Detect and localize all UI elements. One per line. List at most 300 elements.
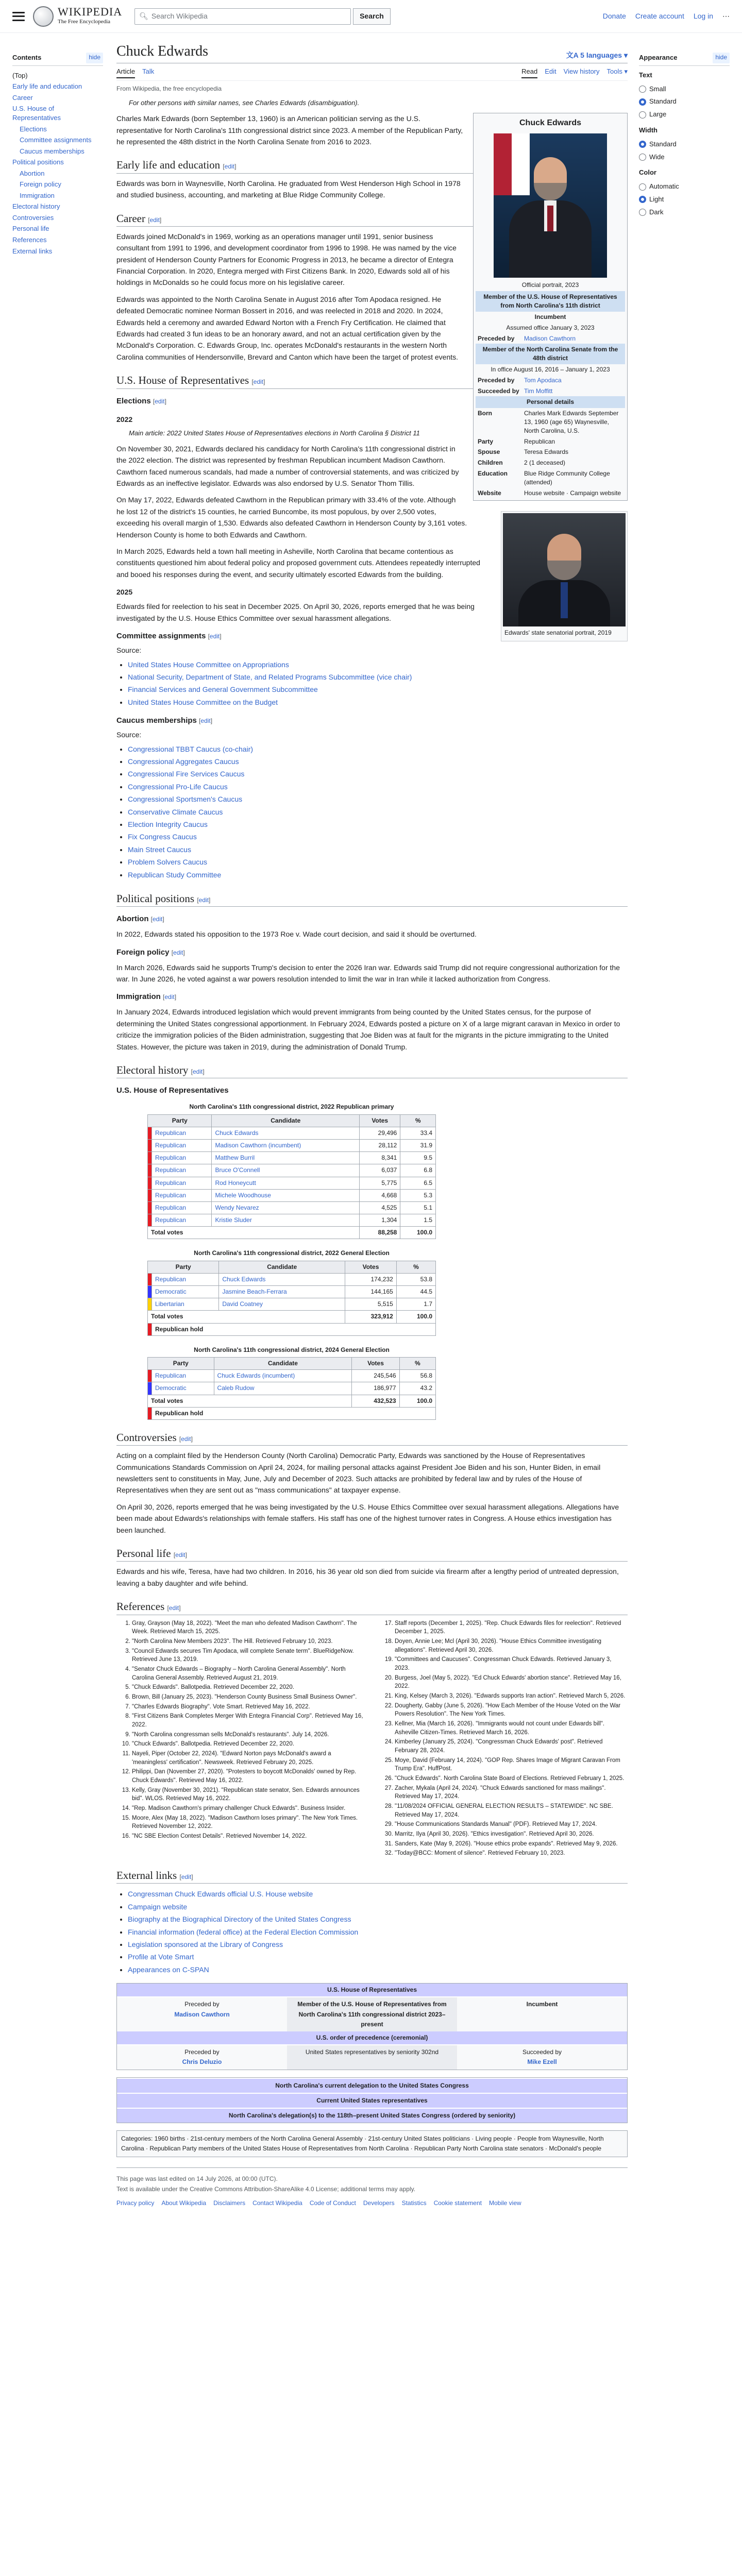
toc-item[interactable] (12, 190, 103, 201)
hold-row (148, 1407, 436, 1419)
page-title: Chuck Edwards (116, 43, 209, 59)
toc-link[interactable]: Immigration (20, 191, 55, 199)
controversies-text-1: Acting on a complaint filed by the Henderson County (North Carolina) Democratic Party, Edwards was sanctioned by the House of Representatives Communications Standards Commission on April 24, 2024, for mailing personal attacks against President Joe Biden and his son, Hunter Biden, in email newsletters sent to constituents in May, June, July and December of 2023. Such attacks are prohibited by federal law and by rules of the House of Representatives when they are sent out as "mass communications" at taxpayer expense. (116, 1451, 601, 1495)
pct-cell: 6.8 (400, 1164, 436, 1177)
toc-link[interactable]: (Top) (12, 71, 28, 79)
succession-current: Member of the U.S. House of Representatives from North Carolina's 11th congressional district 2023–present (287, 1997, 457, 2031)
navbox-group (116, 2077, 628, 2124)
toc-item[interactable] (12, 134, 103, 146)
succession-box (116, 1983, 628, 2070)
section-career: Career [edit] (116, 211, 628, 227)
reference-item: 11. Nayeli, Piper (October 22, 2024). "Edward Norton pays McDonald's award a 'meaningless' certification". Newsweek. Retrieved February 20, 2025. (132, 1750, 365, 1767)
committee-link[interactable]: Financial Services and General Government Subcommittee (128, 685, 318, 694)
party-cell[interactable]: Republican (152, 1189, 212, 1201)
footer-link[interactable]: Code of Conduct (309, 2199, 356, 2207)
party-cell[interactable]: Republican (152, 1370, 214, 1382)
reference-item: 8. "First Citizens Bank Completes Merger With Entegra Financial Corp". Retrieved May 16, 2022. (132, 1712, 365, 1729)
article-body (103, 33, 639, 2229)
appearance-option[interactable] (639, 180, 730, 193)
toc-item[interactable] (12, 179, 103, 190)
party-cell[interactable]: Republican (152, 1214, 212, 1227)
candidate-cell[interactable]: Bruce O'Connell (212, 1164, 360, 1177)
party-swatch (148, 1298, 152, 1311)
toc-item[interactable] (12, 223, 103, 234)
reference-item: 27. Zacher, Mykala (April 24, 2024). "Chuck Edwards sanctioned for mass mailings". Retrieved May 17, 2024. (395, 1784, 628, 1801)
wikipedia-logo[interactable] (33, 6, 122, 27)
caucus-link[interactable]: Congressional Pro-Life Caucus (128, 782, 228, 791)
infobox-row (476, 468, 625, 488)
footer-link[interactable]: Statistics (401, 2199, 427, 2207)
abortion-text: In 2022, Edwards stated his opposition to the 1973 Roe v. Wade court decision, and said it should be overturned. (116, 930, 477, 939)
party-swatch (148, 1152, 152, 1164)
candidate-cell[interactable]: Chuck Edwards (incumbent) (214, 1370, 352, 1382)
official-portrait[interactable] (494, 133, 607, 278)
infobox-key: Education (478, 469, 508, 477)
caucus-link[interactable]: Main Street Caucus (128, 845, 191, 854)
toc-link[interactable]: Political positions (12, 158, 64, 166)
option-label: Standard (649, 97, 677, 106)
infobox-key: Website (478, 489, 501, 497)
appearance-option[interactable] (639, 95, 730, 108)
appearance-option[interactable] (639, 151, 730, 164)
external-link[interactable]: Appearances on C-SPAN (128, 1965, 209, 1974)
personal-life-text: Edwards and his wife, Teresa, have had two children. In 2016, his 36 year old son died from suicide via firearm after a lengthy period of untreated depression, leaving a baby daughter and wife behind. (116, 1567, 619, 1587)
option-label: Large (649, 110, 667, 118)
infobox-office: Member of the U.S. House of Representatives from North Carolina's 11th district (476, 291, 625, 312)
toc-item[interactable] (12, 81, 103, 92)
succession-next: Incumbent (457, 1997, 627, 2031)
personal-details-header: Personal details (476, 396, 625, 408)
reference-item: 29. "House Communications Standards Manual" (PDF). Retrieved May 17, 2024. (395, 1820, 628, 1829)
reference-item: 9. "North Carolina congressman sells McDonald's restaurants". July 14, 2026. (132, 1731, 365, 1739)
external-link[interactable]: Congressman Chuck Edwards official U.S. House website (128, 1890, 313, 1899)
radio-button[interactable] (639, 111, 646, 118)
infobox-key: Children (478, 459, 503, 467)
precedence-prev-label: Preceded by (184, 2048, 220, 2056)
list-item (128, 696, 628, 708)
site-name: WIKIPEDIA (58, 5, 123, 18)
footer-link[interactable]: Contact Wikipedia (252, 2199, 302, 2207)
toc-item[interactable] (12, 201, 103, 212)
appearance-option[interactable] (639, 193, 730, 206)
toc-item[interactable] (12, 70, 103, 81)
foreign-policy-text: In March 2026, Edwards said he supports Trump's decision to enter the 2026 Iran war. Edwards said Trump did not require congressional authorization for the war. In June 2026, he voted against a war powers resolution intended to limit the war in Iran while it lacked authorization from Congress. (116, 963, 620, 984)
appearance-hide-button[interactable]: hide (713, 53, 730, 63)
party-cell[interactable]: Republican (152, 1152, 212, 1164)
subsection-committees: Committee assignments [edit] (116, 632, 222, 641)
succession-prev[interactable]: Madison Cawthorn (174, 2010, 230, 2018)
total-pct: 100.0 (399, 1395, 435, 1407)
toc-item[interactable] (12, 234, 103, 246)
candidate-cell[interactable]: Madison Cawthorn (incumbent) (212, 1139, 360, 1151)
party-cell[interactable]: Republican (152, 1201, 212, 1214)
donate-link[interactable]: Donate (602, 12, 626, 21)
toc-link[interactable]: Abortion (20, 169, 45, 177)
toc-link[interactable]: Early life and education (12, 82, 82, 91)
col-header: Party (148, 1261, 219, 1273)
candidate-cell[interactable]: Jasmine Beach-Ferrara (219, 1286, 345, 1298)
candidate-cell[interactable]: Chuck Edwards (212, 1127, 360, 1139)
precedence-prev[interactable]: Chris Deluzio (182, 2058, 222, 2066)
infobox-row (476, 488, 625, 499)
caucus-link[interactable]: Conservative Climate Caucus (128, 807, 223, 816)
subsection-2025: 2025 (116, 588, 133, 597)
last-edited: This page was last edited on 14 July 2026, at 00:00 (UTC). (116, 2175, 278, 2183)
list-item (128, 1938, 628, 1951)
career-text-2: Edwards was appointed to the North Carolina Senate in August 2016 after Tom Apodaca resigned. He defeated Democratic nominee Norman Bossert in 2016, and was reelected in 2018 and 2020. In 2024, Edwards held a ceremony and awarded Edward Norton with a French Fry Certification. He claimed that Edwards had created 3 fun ideas to be an honorary award, and not an actual certification given by the McDonald's Corporation. C. Edwards Group, Inc. operates McDonald's restaurants in the western North Carolina communities of Hendersonville, Brevard and Canton which have been the target of protest events. (116, 295, 459, 361)
login-link[interactable]: Log in (693, 12, 713, 21)
table-row (148, 1382, 436, 1395)
toc-item[interactable] (12, 92, 103, 104)
succession-prev-label: Preceded by (184, 2001, 220, 2008)
pct-cell: 5.1 (400, 1201, 436, 1214)
radio-button[interactable] (639, 196, 646, 203)
list-item (128, 743, 628, 755)
reference-item: 17. Staff reports (December 1, 2025). "Rep. Chuck Edwards files for reelection". Retrieved December 1, 2025. (395, 1619, 628, 1636)
controversies-text-2: On April 30, 2026, reports emerged that he was being investigated by the U.S. House Ethics Committee over sexual harassment allegations. Allegations have been made about Edwards's relationships with female staffers. His staff has one of the highest turnover rates in Congress. A House ethics investigation has been launched. (116, 1502, 619, 1534)
toc-link[interactable]: Elections (20, 125, 47, 133)
site-tagline: The Free Encyclopedia (58, 18, 111, 25)
reference-item: 12. Philippi, Dan (November 27, 2020). "Protesters to boycott McDonalds' owned by Rep. Chuck Edwards". Retrieved May 16, 2022. (132, 1768, 365, 1785)
election-table (147, 1343, 436, 1420)
caucus-link[interactable]: Congressional Fire Services Caucus (128, 770, 245, 778)
pct-cell: 33.4 (400, 1127, 436, 1139)
footer-link[interactable]: About Wikipedia (161, 2199, 207, 2207)
elections-text-1: On November 30, 2021, Edwards declared his candidacy for North Carolina's 11th congressional district in the 2022 election. The district was represented by freshman Republican incumbent Madison Cawthorn. Cawthorn faced numerous scandals, had made a number of controversial statements, and was criticized by Edwards as an ineffective legislator. Edwards was also endorsed by U.S. Senator Thom Tillis. (116, 444, 459, 487)
votes-cell: 5,515 (345, 1298, 397, 1311)
list-item (128, 1888, 628, 1900)
section-early-life: Early life and education [edit] (116, 158, 628, 173)
list-item (128, 831, 628, 843)
total-row (148, 1311, 436, 1323)
party-cell[interactable]: Republican (152, 1273, 219, 1285)
col-header: Candidate (219, 1261, 345, 1273)
party-swatch (148, 1370, 152, 1382)
caucus-link[interactable]: Fix Congress Caucus (128, 833, 197, 841)
search-button[interactable]: Search (353, 8, 391, 25)
subsection-immigration: Immigration [edit] (116, 992, 177, 1002)
navbox-header[interactable]: North Carolina's delegation(s) to the 118th–present United States Congress (ordered by seniority) (117, 2108, 627, 2123)
list-item (128, 781, 628, 793)
caucus-link[interactable]: Republican Study Committee (128, 870, 222, 879)
list-item (128, 1913, 628, 1925)
external-link[interactable]: Financial information (federal office) at the Federal Election Commission (128, 1927, 359, 1936)
appearance-option[interactable] (639, 138, 730, 151)
preceded2-label: Preceded by (478, 376, 515, 384)
tab-edit[interactable]: Edit (545, 67, 556, 76)
party-swatch (148, 1127, 152, 1139)
senate-portrait-caption: Edwards' state senatorial portrait, 2019 (504, 629, 612, 637)
senate-portrait[interactable] (501, 511, 628, 641)
tab-talk[interactable]: Talk (142, 67, 155, 76)
reference-item: 7. "Charles Edwards Biography". Vote Smart. Retrieved May 16, 2022. (132, 1703, 365, 1711)
reference-item: 23. Kellner, Mia (March 16, 2026). "Immigrants would not count under Edwards bill". Asheville Citizen-Times. Retrieved March 16, 2026. (395, 1720, 628, 1737)
preceded-label: Preceded by (478, 334, 515, 342)
main-menu-icon[interactable] (12, 12, 25, 21)
party-cell[interactable]: Republican (152, 1139, 212, 1151)
toc-item[interactable] (12, 146, 103, 157)
section-external-links: External links [edit] (116, 1868, 628, 1884)
toc-item[interactable] (12, 168, 103, 179)
footer-link[interactable]: Cookie statement (433, 2199, 482, 2207)
votes-cell: 1,304 (360, 1214, 400, 1227)
total-votes: 323,912 (345, 1311, 397, 1323)
committee-source: Source: (116, 646, 142, 655)
party-cell[interactable]: Republican (152, 1164, 212, 1177)
votes-cell: 144,165 (345, 1286, 397, 1298)
main-article-note: Main article: 2022 United States House of Representatives elections in North Carolina § District 11 (129, 429, 420, 437)
votes-cell: 8,341 (360, 1152, 400, 1164)
reference-list (116, 1619, 628, 1858)
reference-item: 18. Doyen, Annie Lee; Mcl (April 30, 2026). "House Ethics Committee investigating allegations". Retrieved April 30, 2026. (395, 1637, 628, 1654)
col-header: % (400, 1114, 436, 1127)
reference-item: 26. "Chuck Edwards". North Carolina State Board of Elections. Retrieved February 1, 2025. (395, 1774, 628, 1783)
precedence-next[interactable]: Mike Ezell (527, 2058, 557, 2066)
radio-button[interactable] (639, 209, 646, 216)
candidate-cell[interactable]: Rod Honeycutt (212, 1177, 360, 1189)
committee-link[interactable]: United States House Committee on the Budget (128, 698, 278, 706)
toc-link[interactable]: Electoral history (12, 202, 60, 211)
candidate-cell[interactable]: David Coatney (219, 1298, 345, 1311)
toc-item[interactable] (12, 157, 103, 168)
width-label: Width (639, 126, 657, 134)
succeeded2-link[interactable]: Tim Moffitt (524, 387, 553, 395)
categories-box[interactable]: Categories: 1960 births · 21st-century members of the North Carolina General Assembly · 21st-century United States politicians · Living people · People from Waynesville, North Carolina · Republican Party members of the United States House of Representatives from North Carolina · Republican Party North Carolina state senators · McDonald's people (116, 2130, 628, 2157)
list-item (128, 755, 628, 768)
career-text-1: Edwards joined McDonald's in 1969, working as an operations manager until 1991, senior business consultant from 1991 to 1996, and development coordinator from 1996 to 1998. He was named by the vice president of Henderson County Partners for Economic Progress in 2013, he became a director of Entegra Financial Corporation. In 2020, Entegra merged with First Citizens Bank. In 2020, Edwards sold all of his holdings in McDonalds so he could focus more on his legislative career. (116, 232, 457, 287)
radio-button[interactable] (639, 98, 646, 106)
hold-label: Republican hold (152, 1407, 436, 1419)
candidate-cell[interactable]: Michele Woodhouse (212, 1189, 360, 1201)
candidate-cell[interactable]: Caleb Rudow (214, 1382, 352, 1395)
party-swatch (148, 1164, 152, 1177)
candidate-cell[interactable]: Matthew Burril (212, 1152, 360, 1164)
infobox-term-2: In office August 16, 2016 – January 1, 2023 (491, 365, 610, 373)
toc-item[interactable] (12, 103, 103, 123)
elections-text-4: Edwards filed for reelection to his seat in December 2025. On April 30, 2026, reports emerged that he was being investigated by the U.S. House Ethics Committee over sexual harassment allegations. (116, 602, 475, 622)
table-row (148, 1298, 436, 1311)
list-item (128, 869, 628, 881)
reference-item: 31. Sanders, Kate (May 9, 2026). "House ethics probe expands". Retrieved May 9, 2026. (395, 1840, 628, 1849)
elections-text-3: In March 2025, Edwards held a town hall meeting in Asheville, North Carolina that became contentious as constituents questioned him about federal policy and proposed government cuts. Attendees repeatedly interrupted and booed his responses during the event, and security ultimately escorted Edwards from the building. (116, 547, 480, 579)
party-swatch (148, 1201, 152, 1214)
list-item (128, 793, 628, 805)
toc-item[interactable] (12, 212, 103, 224)
caucus-link[interactable]: Election Integrity Caucus (128, 820, 208, 828)
search-input[interactable] (134, 8, 351, 25)
party-swatch (148, 1214, 152, 1227)
precedence-next-label: Succeeded by (522, 2048, 562, 2056)
reference-item: 13. Kelly, Gray (November 30, 2021). "Republican state senator, Sen. Edwards announces bid". WLOS. Retrieved May 16, 2022. (132, 1786, 365, 1803)
table-row (148, 1273, 436, 1285)
tab-article[interactable]: Article (116, 66, 135, 78)
footer-link[interactable]: Developers (363, 2199, 395, 2207)
precedence-title: U.S. order of precedence (ceremonial) (117, 2031, 627, 2044)
immigration-text: In January 2024, Edwards introduced legislation which would prevent immigrants from being counted by the United States census, for the purpose of determining the United States congressional apportionment. In February 2024, Edwards posted a picture on X of a large migrant caravan in Mexico in order to criticize the immigration policies of the Biden administration, suggesting that Joe Biden was at fault for the migrants in the picture immigrating to the United States. However, the picture was taken in 2019, during the administration of Donald Trump. (116, 1008, 620, 1051)
list-item (128, 818, 628, 831)
election-caption: North Carolina's 11th congressional district, 2022 General Election (194, 1249, 390, 1257)
list-item (128, 1901, 628, 1913)
table-row (148, 1214, 436, 1227)
reference-item: 2. "North Carolina New Members 2023". The Hill. Retrieved February 10, 2023. (132, 1637, 365, 1646)
table-row (148, 1152, 436, 1164)
hold-swatch (148, 1407, 152, 1419)
party-cell[interactable]: Republican (152, 1177, 212, 1189)
option-label: Wide (649, 152, 665, 161)
table-row (148, 1189, 436, 1201)
pct-cell: 9.5 (400, 1152, 436, 1164)
footer-link[interactable]: Disclaimers (213, 2199, 246, 2207)
preceded2-link[interactable]: Tom Apodaca (524, 376, 562, 384)
portrait-caption: Official portrait, 2023 (521, 281, 579, 289)
reference-item: 21. King, Kelsey (March 3, 2026). "Edwards supports Iran action". Retrieved March 5, 2026. (395, 1692, 628, 1701)
section-house: U.S. House of Representatives [edit] (116, 373, 628, 388)
toc-link[interactable]: References (12, 236, 47, 244)
lead-paragraph: Charles Mark Edwards (born September 13, 1960) is an American politician serving as the U.S. representative for North Carolina's 11th congressional district since 2023. A member of the Republican Party, he represented the 48th district in the North Carolina Senate from 2016 to 2023. (116, 114, 463, 146)
col-header: Party (148, 1357, 214, 1369)
footer-link[interactable]: Privacy policy (116, 2199, 155, 2207)
col-header: Votes (345, 1261, 397, 1273)
party-cell[interactable]: Democratic (152, 1382, 214, 1395)
party-swatch (148, 1286, 152, 1298)
reference-item: 22. Dougherty, Gabby (June 5, 2026). "How Each Member of the House Voted on the War Powers Resolution". The New York Times. (395, 1702, 628, 1719)
list-item (128, 806, 628, 818)
subsection-house-elections: U.S. House of Representatives (116, 1086, 229, 1095)
more-options-icon[interactable]: ⋯ (722, 12, 730, 21)
tab-read[interactable]: Read (521, 66, 537, 78)
infobox-name: Chuck Edwards (519, 118, 582, 128)
col-header: Candidate (214, 1357, 352, 1369)
infobox-value: Republican (524, 437, 555, 445)
pct-cell: 1.5 (400, 1214, 436, 1227)
toc-link[interactable]: Foreign policy (20, 180, 61, 189)
infobox (473, 113, 628, 501)
external-link[interactable]: Profile at Vote Smart (128, 1953, 194, 1961)
reference-item: 3. "Council Edwards secures Tim Apodaca, will complete Senate term". BlueRidgeNow. Retrieved June 13, 2019. (132, 1647, 365, 1664)
toc-link[interactable]: Committee assignments (20, 136, 92, 144)
party-swatch (148, 1189, 152, 1201)
caucus-link[interactable]: Congressional Aggregates Caucus (128, 757, 239, 766)
committee-link[interactable]: United States House Committee on Appropriations (128, 660, 289, 669)
appearance-option[interactable] (639, 206, 730, 219)
caucus-link[interactable]: Congressional TBBT Caucus (co-chair) (128, 744, 254, 753)
pct-cell: 44.5 (396, 1286, 435, 1298)
reference-item: 6. Brown, Bill (January 25, 2023). "Henderson County Business Small Business Owner". (132, 1693, 365, 1702)
globe-icon (33, 6, 54, 27)
infobox-office-2: Member of the North Carolina Senate from the 48th district (476, 344, 625, 364)
party-cell[interactable]: Libertarian (152, 1298, 219, 1311)
appearance-option[interactable] (639, 83, 730, 96)
total-row (148, 1395, 436, 1407)
toc-item[interactable] (12, 246, 103, 257)
radio-button[interactable] (639, 141, 646, 148)
election-table (147, 1100, 436, 1239)
votes-cell: 186,977 (352, 1382, 399, 1395)
candidate-cell[interactable]: Wendy Nevarez (212, 1201, 360, 1214)
infobox-key: Spouse (478, 448, 500, 456)
toc-link[interactable]: Personal life (12, 225, 49, 233)
language-selector[interactable]: 文A 5 languages ▾ (566, 51, 628, 59)
pct-cell: 5.3 (400, 1189, 436, 1201)
footer-link[interactable]: Mobile view (488, 2199, 521, 2207)
infobox-row (476, 457, 625, 468)
pct-cell: 53.8 (396, 1273, 435, 1285)
caucus-link[interactable]: Congressional Sportsmen's Caucus (128, 795, 243, 804)
external-link[interactable]: Campaign website (128, 1902, 188, 1911)
navbox-header[interactable]: North Carolina's current delegation to the United States Congress (117, 2078, 627, 2093)
navbox-header[interactable]: Current United States representatives (117, 2093, 627, 2108)
section-personal-life: Personal life [edit] (116, 1546, 628, 1562)
external-link[interactable]: Legislation sponsored at the Library of Congress (128, 1940, 283, 1949)
subsection-abortion: Abortion [edit] (116, 914, 164, 924)
toc-link[interactable]: U.S. House of Representatives (12, 105, 61, 122)
hold-row (148, 1323, 436, 1335)
reference-item: 20. Burgess, Joel (May 5, 2022). "Ed Chuck Edwards' abortion stance". Retrieved May 16, 2022. (395, 1674, 628, 1691)
party-swatch (148, 1273, 152, 1285)
party-cell[interactable]: Republican (152, 1127, 212, 1139)
infobox-value: House website · Campaign website (524, 489, 621, 497)
candidate-cell[interactable]: Kristie Sluder (212, 1214, 360, 1227)
party-cell[interactable]: Democratic (152, 1286, 219, 1298)
committee-link[interactable]: National Security, Department of State, and Related Programs Subcommittee (vice chair) (128, 673, 412, 682)
infobox-key: Born (478, 410, 492, 417)
col-header: % (396, 1261, 435, 1273)
subsection-2022: 2022 (116, 415, 133, 423)
radio-button[interactable] (639, 86, 646, 93)
table-of-contents (12, 33, 103, 2229)
votes-cell: 29,496 (360, 1127, 400, 1139)
caucus-source: Source: (116, 731, 142, 739)
votes-cell: 174,232 (345, 1273, 397, 1285)
radio-button[interactable] (639, 154, 646, 161)
table-row (148, 1164, 436, 1177)
preceded-link[interactable]: Madison Cawthorn (524, 334, 576, 342)
toc-item[interactable] (12, 124, 103, 135)
list-item (128, 843, 628, 856)
search-placeholder: Search Wikipedia (151, 12, 208, 21)
create-account-link[interactable]: Create account (635, 12, 684, 21)
list-item (128, 1926, 628, 1938)
text-size-label: Text (639, 71, 652, 79)
toc-link[interactable]: External links (12, 247, 53, 255)
external-link[interactable]: Biography at the Biographical Directory of the United States Congress (128, 1915, 351, 1924)
votes-cell: 4,525 (360, 1201, 400, 1214)
reference-item: 32. "Today@BCC: Moment of silence". Retrieved February 10, 2023. (395, 1849, 628, 1858)
table-row (148, 1139, 436, 1151)
infobox-value: Blue Ridge Community College (attended) (524, 469, 610, 486)
reference-item: 16. "NC SBE Election Contest Details". Retrieved November 14, 2022. (132, 1832, 365, 1841)
tab-view-history[interactable]: View history (563, 67, 600, 76)
total-label: Total votes (148, 1227, 360, 1239)
pct-cell: 6.5 (400, 1177, 436, 1189)
table-row (148, 1201, 436, 1214)
total-label: Total votes (148, 1311, 345, 1323)
tab-tools[interactable]: Tools ▾ (606, 67, 628, 76)
caucus-link[interactable]: Problem Solvers Caucus (128, 858, 208, 867)
candidate-cell[interactable]: Chuck Edwards (219, 1273, 345, 1285)
pct-cell: 43.2 (399, 1382, 435, 1395)
radio-button[interactable] (639, 183, 646, 191)
pct-cell: 31.9 (400, 1139, 436, 1151)
reference-item: 4. "Senator Chuck Edwards – Biography – North Carolina General Assembly". North Carolina General Assembly. Retrieved August 21, 2019. (132, 1665, 365, 1682)
toc-link[interactable]: Controversies (12, 213, 54, 222)
toc-hide-button[interactable]: hide (86, 53, 103, 63)
option-label: Light (649, 195, 664, 203)
list-item (128, 658, 628, 671)
toc-link[interactable]: Caucus memberships (20, 147, 85, 155)
appearance-option[interactable] (639, 108, 730, 121)
toc-link[interactable]: Career (12, 93, 33, 101)
